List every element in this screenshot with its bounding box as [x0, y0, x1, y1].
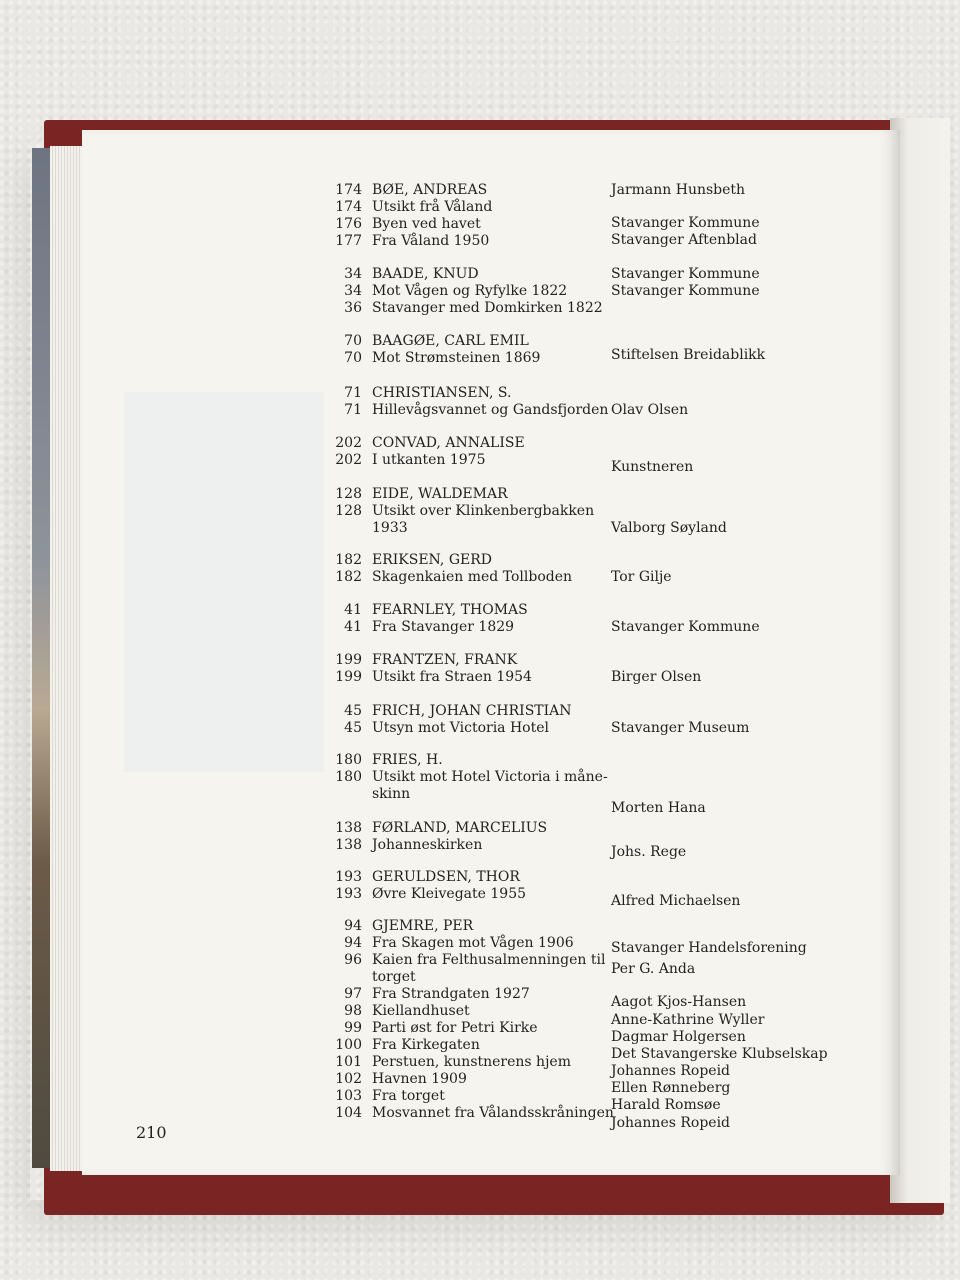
artist-plate-number: 34: [344, 266, 362, 282]
artist-plate-number: 70: [344, 333, 362, 349]
work-title-continued: torget: [372, 969, 416, 985]
work-plate-number: 101: [335, 1054, 362, 1070]
work-title: Fra Strandgaten 1927: [372, 986, 530, 1002]
artist-plate-number: 41: [344, 602, 362, 618]
artist-name: EIDE, WALDEMAR: [372, 486, 508, 502]
work-title: Perstuen, kunstnerens hjem: [372, 1054, 571, 1070]
work-plate-number: 177: [335, 233, 362, 249]
work-plate-number: 182: [335, 569, 362, 585]
work-title: Fra torget: [372, 1088, 445, 1104]
artist-name: ERIKSEN, GERD: [372, 552, 492, 568]
work-owner: Stavanger Kommune: [611, 619, 760, 635]
work-title-continued: skinn: [372, 786, 411, 802]
work-plate-number: 128: [335, 503, 362, 519]
work-title: Hillevågsvannet og Gandsfjorden: [372, 402, 609, 418]
work-plate-number: 97: [344, 986, 362, 1002]
artist-plate-number: 199: [335, 652, 362, 668]
work-owner: Stavanger Handelsforening: [611, 940, 807, 957]
work-title: Byen ved havet: [372, 216, 481, 232]
work-title-continued: 1933: [372, 520, 408, 536]
work-owner: Olav Olsen: [611, 402, 689, 418]
artist-name: BØE, ANDREAS: [372, 182, 488, 198]
work-title: Utsyn mot Victoria Hotel: [372, 720, 549, 736]
work-plate-number: 202: [335, 452, 362, 468]
work-owner: Stavanger Aftenblad: [611, 232, 757, 249]
work-plate-number: 36: [344, 300, 362, 316]
work-plate-number: 138: [335, 837, 362, 853]
work-owner: Anne-Kathrine Wyller: [611, 1011, 765, 1028]
artist-plate-number: 71: [344, 385, 362, 401]
artist-name: GJEMRE, PER: [372, 918, 474, 934]
work-title: Utsikt frå Våland: [372, 199, 493, 215]
work-owner: Johannes Ropeid: [611, 1115, 731, 1132]
work-plate-number: 102: [335, 1071, 362, 1087]
work-title: Skagenkaien med Tollboden: [372, 569, 573, 585]
work-owner: Birger Olsen: [611, 669, 702, 685]
artist-name: BAADE, KNUD: [372, 266, 479, 282]
artist-name: FRANTZEN, FRANK: [372, 652, 518, 668]
work-owner: Tor Gilje: [611, 569, 672, 585]
work-owner: Jarmann Hunsbeth: [611, 182, 746, 198]
work-title: Øvre Kleivegate 1955: [372, 886, 527, 902]
work-plate-number: 193: [335, 886, 362, 902]
work-title: Fra Våland 1950: [372, 233, 490, 249]
work-title: Parti øst for Petri Kirke: [372, 1020, 538, 1036]
artist-plate-number: 128: [335, 486, 362, 502]
artist-plate-number: 202: [335, 435, 362, 451]
work-owner: Johannes Ropeid: [611, 1063, 731, 1080]
work-title: Utsikt over Klinkenbergbakken: [372, 503, 595, 519]
work-title: Mot Strømsteinen 1869: [372, 350, 541, 366]
artist-name: CHRISTIANSEN, S.: [372, 385, 512, 401]
work-plate-number: 96: [344, 952, 362, 968]
work-title: Utsikt fra Straen 1954: [372, 669, 532, 685]
work-plate-number: 199: [335, 669, 362, 685]
work-plate-number: 104: [335, 1105, 362, 1121]
work-plate-number: 41: [344, 619, 362, 635]
artist-plate-number: 138: [335, 820, 362, 836]
artist-name: FEARNLEY, THOMAS: [372, 602, 528, 618]
page-number: 210: [136, 1123, 167, 1142]
artist-name: FRICH, JOHAN CHRISTIAN: [372, 703, 572, 719]
work-owner: Johs. Rege: [611, 843, 687, 860]
work-title: Utsikt mot Hotel Victoria i måne-: [372, 769, 608, 785]
artist-name: CONVAD, ANNALISE: [372, 435, 525, 451]
artist-name: FRIES, H.: [372, 752, 443, 768]
work-plate-number: 176: [335, 216, 362, 232]
work-plate-number: 71: [344, 402, 362, 418]
work-owner: Dagmar Holgersen: [611, 1028, 746, 1045]
work-title: Havnen 1909: [372, 1071, 467, 1087]
work-plate-number: 180: [335, 769, 362, 785]
work-owner: Stavanger Kommune: [611, 215, 760, 232]
artist-plate-number: 94: [344, 918, 362, 934]
work-plate-number: 70: [344, 350, 362, 366]
work-owner: Per G. Anda: [611, 961, 696, 978]
artist-plate-number: 193: [335, 869, 362, 885]
work-plate-number: 174: [335, 199, 362, 215]
work-owner: Stiftelsen Breidablikk: [611, 346, 766, 363]
work-plate-number: 34: [344, 283, 362, 299]
artist-name: BAAGØE, CARL EMIL: [372, 333, 529, 349]
work-owner: Ellen Rønneberg: [611, 1080, 731, 1097]
work-owner: Det Stavangerske Klubselskap: [611, 1046, 828, 1063]
work-title: Johanneskirken: [372, 837, 483, 853]
work-title: Fra Skagen mot Vågen 1906: [372, 935, 574, 951]
work-title: Mosvannet fra Vålandsskråningen: [372, 1105, 614, 1121]
work-owner: Harald Romsøe: [611, 1097, 721, 1114]
work-plate-number: 45: [344, 720, 362, 736]
artist-name: GERULDSEN, THOR: [372, 869, 520, 885]
work-plate-number: 103: [335, 1088, 362, 1104]
work-plate-number: 94: [344, 935, 362, 951]
artist-plate-number: 180: [335, 752, 362, 768]
work-plate-number: 100: [335, 1037, 362, 1053]
work-owner: Alfred Michaelsen: [611, 892, 741, 909]
work-title: Fra Kirkegaten: [372, 1037, 480, 1053]
work-owner: Stavanger Kommune: [611, 266, 760, 282]
work-owner: Stavanger Museum: [611, 720, 750, 736]
work-title: I utkanten 1975: [372, 452, 486, 468]
artist-plate-number: 174: [335, 182, 362, 198]
artist-name: FØRLAND, MARCELIUS: [372, 820, 548, 836]
work-owner: Kunstneren: [611, 458, 694, 475]
work-title: Kaien fra Felthusalmenningen til: [372, 952, 606, 968]
work-title: Stavanger med Domkirken 1822: [372, 300, 603, 316]
artist-plate-number: 45: [344, 703, 362, 719]
work-plate-number: 99: [344, 1020, 362, 1036]
work-title: Kiellandhuset: [372, 1003, 470, 1019]
artist-plate-number: 182: [335, 552, 362, 568]
work-plate-number: 98: [344, 1003, 362, 1019]
work-owner: Valborg Søyland: [611, 520, 727, 536]
work-owner: Stavanger Kommune: [611, 283, 760, 299]
work-title: Mot Vågen og Ryfylke 1822: [372, 283, 568, 299]
work-title: Fra Stavanger 1829: [372, 619, 515, 635]
work-owner: Aagot Kjos-Hansen: [611, 993, 747, 1010]
work-owner: Morten Hana: [611, 799, 706, 816]
